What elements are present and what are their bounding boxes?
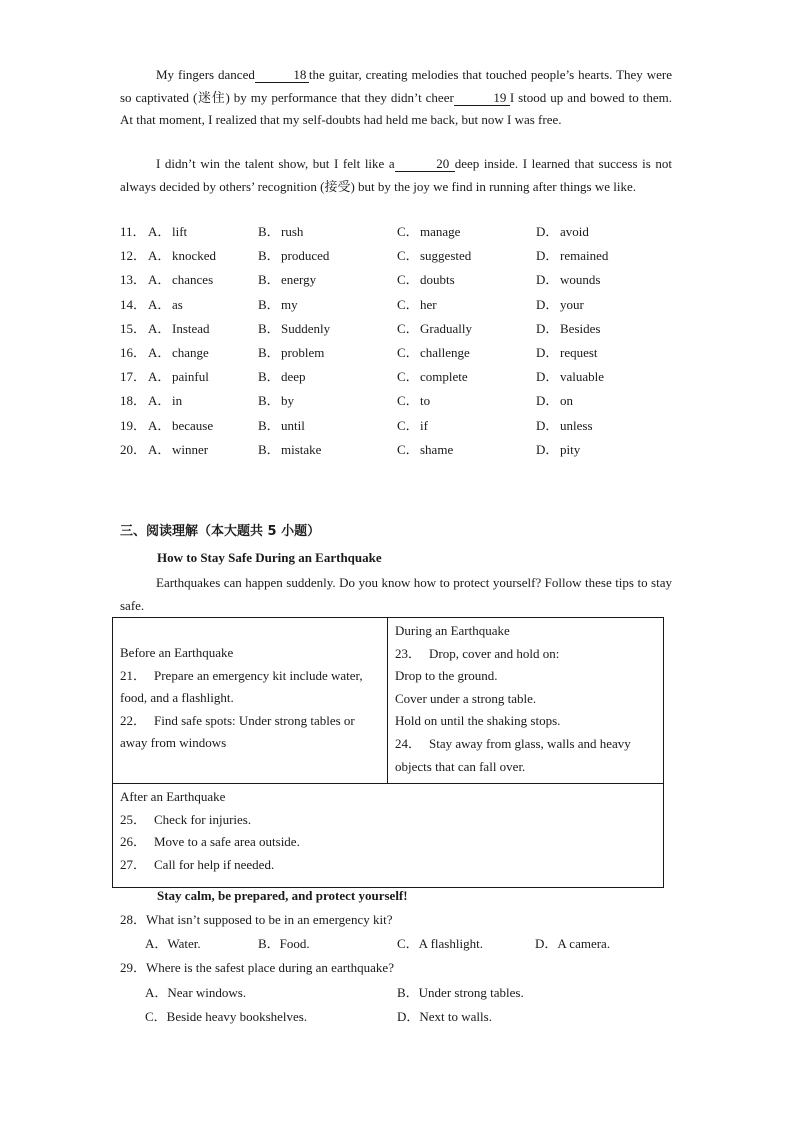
option-text[interactable]: in <box>172 393 183 409</box>
option-letter[interactable]: A． <box>148 417 171 433</box>
passage-closing: Stay calm, be prepared, and protect yourself! <box>157 888 408 903</box>
cloze-paragraph-2 <box>120 153 672 198</box>
tip-line: Hold on until the shaking stops. <box>395 713 561 729</box>
option-text[interactable]: mistake <box>281 441 322 457</box>
option-letter[interactable]: B． <box>258 369 280 385</box>
passage-title: How to Stay Safe During an Earthquake <box>157 550 382 565</box>
option-text[interactable]: as <box>172 296 183 312</box>
option-letter[interactable]: A． <box>148 296 171 312</box>
option-text[interactable]: doubts <box>420 272 455 288</box>
question-number: 18． <box>120 393 147 409</box>
option-letter[interactable]: C． <box>397 441 419 457</box>
option-text[interactable]: suggested <box>420 248 472 264</box>
option-text[interactable]: produced <box>281 248 330 264</box>
tip-item-27: 27． Call for help if needed. <box>120 856 275 872</box>
cloze-paragraph-1 <box>120 64 672 132</box>
question-number: 14． <box>120 296 147 312</box>
cloze-question-row <box>120 295 680 315</box>
before-earthquake-cell <box>120 642 382 755</box>
option-text[interactable]: on <box>560 393 573 409</box>
cloze-text: the guitar, creating melodies that touched people’s hearts. They were so captivated (迷住) by my performance that they didn’t cheer <box>120 67 672 105</box>
question-number: 16． <box>120 345 147 360</box>
option-text[interactable]: my <box>281 296 298 312</box>
question-number: 19． <box>120 417 147 433</box>
table-divider <box>387 618 388 783</box>
option-text[interactable]: to <box>420 393 431 409</box>
option-letter[interactable]: D． <box>536 272 559 288</box>
option-text[interactable]: complete <box>420 369 468 385</box>
tip-item-24: 24． Stay away from glass, walls and heavy objects that can fall over. <box>395 735 631 774</box>
cloze-question-row <box>120 319 680 339</box>
cloze-blank-19: 19 <box>454 90 510 106</box>
option-letter[interactable]: D． <box>536 296 559 312</box>
cloze-text: I didn’t win the talent show, but I felt like a <box>156 156 395 171</box>
option-text[interactable]: chances <box>172 272 214 288</box>
cloze-text: deep inside. I learned that success is not always decided by others’ recognition (接受) but by the joy we find in running after things we like. <box>120 156 672 194</box>
option-letter[interactable]: A． <box>148 224 171 239</box>
option-letter[interactable]: A． <box>148 248 171 264</box>
option-letter[interactable]: D． <box>536 369 559 385</box>
option-text[interactable]: Gradually <box>420 320 472 336</box>
option-letter[interactable]: D． <box>536 224 559 239</box>
option-letter[interactable]: C． <box>397 345 419 360</box>
cloze-blank-20: 20 <box>395 156 455 172</box>
section-title: 三、阅读理解（本大题共 5 小题） <box>120 524 321 539</box>
option-text[interactable]: unless <box>560 417 593 433</box>
option-text[interactable]: Suddenly <box>281 320 331 336</box>
option-text[interactable]: by <box>281 393 294 409</box>
after-earthquake-cell <box>120 786 650 876</box>
cloze-question-row <box>120 367 680 387</box>
question-number: 15． <box>120 320 147 336</box>
option-text[interactable]: manage <box>420 224 461 239</box>
option-letter[interactable]: B． <box>258 320 280 336</box>
tip-item-22: 22． Find safe spots: Under strong tables or away from windows <box>120 712 355 751</box>
option-letter[interactable]: D． <box>536 393 559 409</box>
option-text[interactable]: remained <box>560 248 609 264</box>
option-letter[interactable]: A． <box>148 369 171 385</box>
question-29-option-a[interactable]: A．Near windows. <box>145 985 247 1000</box>
option-text[interactable]: deep <box>281 369 306 385</box>
question-28-option-d[interactable]: D．A camera. <box>535 936 611 951</box>
option-letter[interactable]: A． <box>148 393 171 409</box>
option-letter[interactable]: D． <box>536 417 559 433</box>
option-text[interactable]: rush <box>281 224 304 239</box>
option-text[interactable]: wounds <box>560 272 601 288</box>
question-number: 20． <box>120 441 147 457</box>
option-letter[interactable]: B． <box>258 296 280 312</box>
passage-intro: Earthquakes can happen suddenly. Do you know how to protect yourself? Follow these tips to stay safe. <box>120 575 672 613</box>
option-text[interactable]: your <box>560 296 584 312</box>
option-letter[interactable]: C． <box>397 224 419 239</box>
option-letter[interactable]: C． <box>397 320 419 336</box>
question-29-option-d[interactable]: D．Next to walls. <box>397 1009 492 1024</box>
option-letter[interactable]: D． <box>536 320 559 336</box>
option-letter[interactable]: A． <box>148 345 171 360</box>
option-letter[interactable]: C． <box>397 296 419 312</box>
cell-heading: Before an Earthquake <box>120 645 234 660</box>
cloze-text: My fingers danced <box>156 67 255 82</box>
option-letter[interactable]: D． <box>536 441 559 457</box>
option-text[interactable]: lift <box>172 224 188 239</box>
question-number: 12． <box>120 248 147 264</box>
cloze-blank-18: 18 <box>255 67 309 83</box>
option-text[interactable]: painful <box>172 369 209 385</box>
tip-item-23: 23． Drop, cover and hold on: <box>395 645 560 661</box>
option-letter[interactable]: B． <box>258 393 280 409</box>
option-letter[interactable]: C． <box>397 417 419 433</box>
option-text[interactable]: problem <box>281 345 325 360</box>
question-number: 13． <box>120 272 147 288</box>
option-letter[interactable]: B． <box>258 417 280 433</box>
option-letter[interactable]: B． <box>258 345 280 360</box>
option-text[interactable]: if <box>420 417 428 433</box>
option-text[interactable]: change <box>172 345 209 360</box>
tip-item-21: 21． Prepare an emergency kit include water, food, and a flashlight. <box>120 667 363 706</box>
question-28-option-b[interactable]: B．Food. <box>258 936 310 951</box>
question-28-option-a[interactable]: A．Water. <box>145 936 201 951</box>
cloze-question-row <box>120 440 680 460</box>
question-28-option-c[interactable]: C．A flashlight. <box>397 936 483 951</box>
option-letter[interactable]: A． <box>148 272 171 288</box>
question-number: 17． <box>120 369 147 385</box>
option-text[interactable]: challenge <box>420 345 470 360</box>
option-letter[interactable]: C． <box>397 248 419 264</box>
tips-table <box>112 617 664 888</box>
cloze-text: I stood up and bowed to them. At that moment, I realized that my self-doubts had held me back, but now I was free. <box>120 89 672 128</box>
option-letter[interactable]: D． <box>536 248 559 264</box>
option-letter[interactable]: B． <box>258 272 280 288</box>
option-letter[interactable]: C． <box>397 272 419 288</box>
during-earthquake-cell <box>395 620 657 778</box>
question-28-stem: 28．What isn’t supposed to be in an emergency kit? <box>120 912 393 927</box>
option-letter[interactable]: C． <box>397 369 419 385</box>
cloze-question-row <box>120 416 680 436</box>
tip-item-26: 26． Move to a safe area outside. <box>120 834 300 850</box>
option-text[interactable]: pity <box>560 441 581 457</box>
cloze-question-row <box>120 246 680 266</box>
option-letter[interactable]: B． <box>258 441 280 457</box>
table-divider <box>113 783 663 784</box>
option-text[interactable]: Instead <box>172 320 210 336</box>
option-letter[interactable]: C． <box>397 393 419 409</box>
option-text[interactable]: request <box>560 345 598 360</box>
option-text[interactable]: knocked <box>172 248 217 264</box>
question-29-option-b[interactable]: B．Under strong tables. <box>397 985 524 1000</box>
cloze-question-row <box>120 222 680 242</box>
cell-heading: During an Earthquake <box>395 623 510 638</box>
option-letter[interactable]: A． <box>148 320 171 336</box>
option-text[interactable]: energy <box>281 272 317 288</box>
question-29-option-c[interactable]: C．Beside heavy bookshelves. <box>145 1009 308 1024</box>
cloze-question-row <box>120 270 680 290</box>
option-text[interactable]: winner <box>172 441 209 457</box>
option-text[interactable]: valuable <box>560 369 605 385</box>
option-text[interactable]: shame <box>420 441 454 457</box>
tip-line: Cover under a strong table. <box>395 690 537 706</box>
question-number: 11． <box>120 224 146 239</box>
tip-line: Drop to the ground. <box>395 668 498 684</box>
question-29-stem: 29．Where is the safest place during an earthquake? <box>120 960 394 975</box>
option-text[interactable]: her <box>420 296 437 312</box>
option-text[interactable]: avoid <box>560 224 589 239</box>
cloze-question-row <box>120 391 680 411</box>
cell-heading: After an Earthquake <box>120 789 226 804</box>
cloze-question-row <box>120 343 680 363</box>
option-letter[interactable]: A． <box>148 441 171 457</box>
tip-item-25: 25． Check for injuries. <box>120 811 252 827</box>
option-text[interactable]: Besides <box>560 320 601 336</box>
option-text[interactable]: until <box>281 417 305 433</box>
option-letter[interactable]: D． <box>536 345 559 360</box>
option-letter[interactable]: B． <box>258 224 280 239</box>
option-text[interactable]: because <box>172 417 214 433</box>
option-letter[interactable]: B． <box>258 248 280 264</box>
